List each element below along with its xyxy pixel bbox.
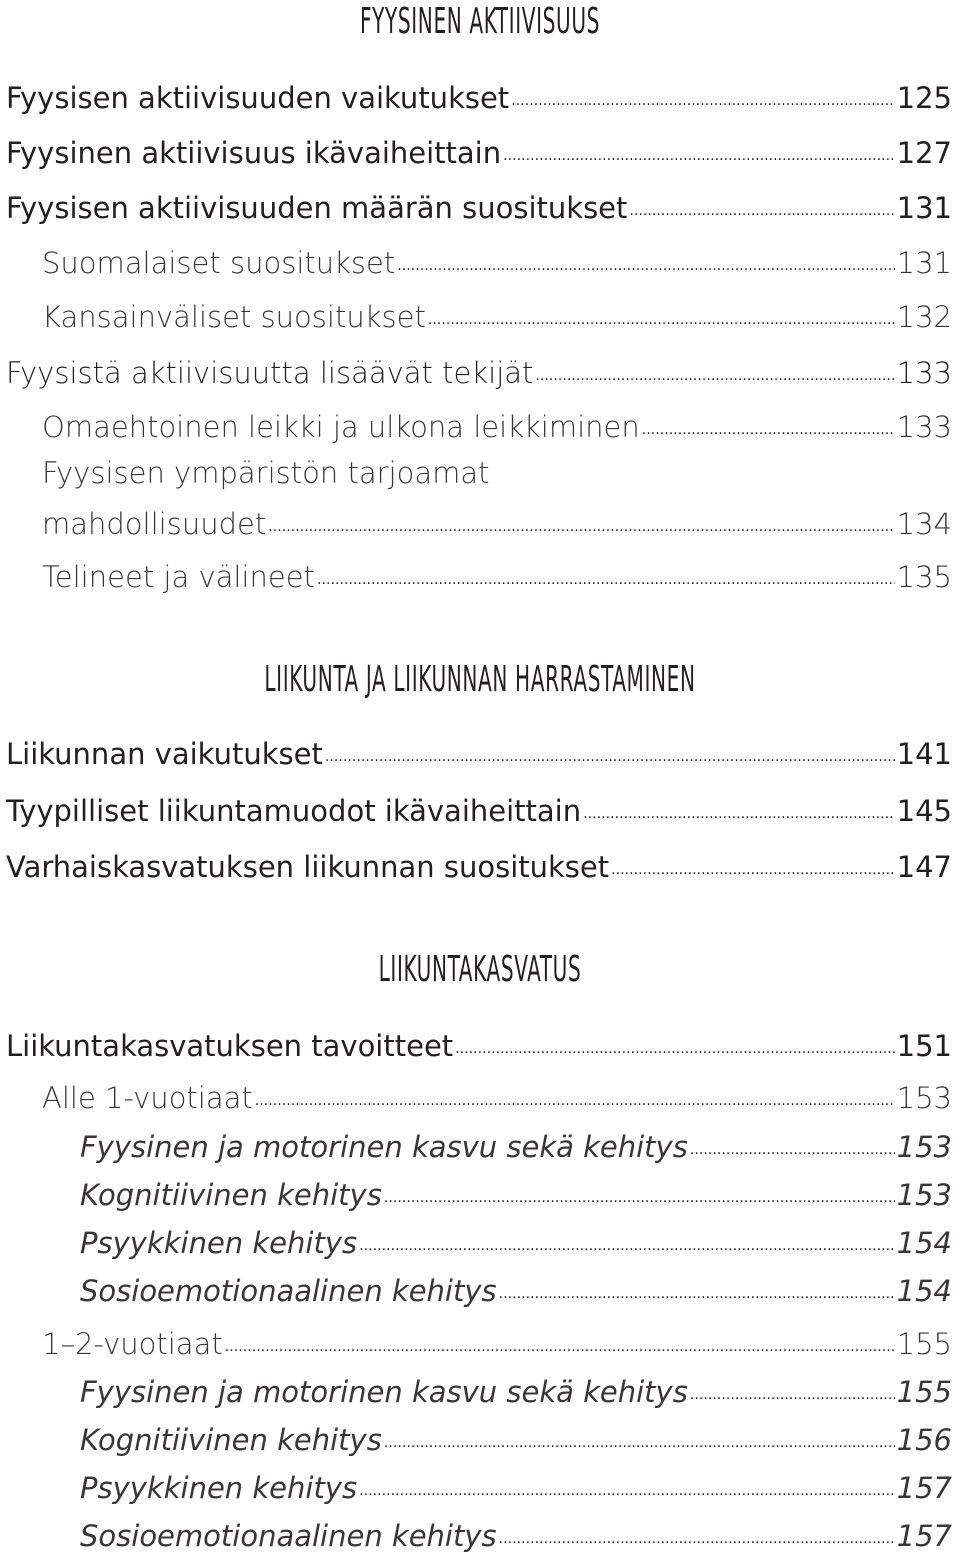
entry-label: mahdollisuudet xyxy=(42,507,267,541)
toc-entry[interactable] xyxy=(6,728,952,771)
page-number: 133 xyxy=(896,410,952,444)
entry-label: Fyysinen ja motorinen kasvu sekä kehitys xyxy=(80,1375,688,1409)
toc-entry[interactable] xyxy=(42,291,952,334)
dot-leader xyxy=(611,841,895,877)
entry-label: Fyysinen aktiivisuus ikävaiheittain xyxy=(6,136,502,170)
toc-entry[interactable] xyxy=(42,551,952,594)
page-number: 132 xyxy=(896,300,952,334)
toc-entry[interactable] xyxy=(80,1217,952,1260)
dot-leader xyxy=(642,401,895,437)
entry-label: Kansainväliset suositukset xyxy=(42,300,426,334)
entry-label: Fyysisen aktiivisuuden määrän suositukset xyxy=(6,191,628,225)
dot-leader xyxy=(325,728,895,764)
page-number: 154 xyxy=(896,1274,952,1308)
page-number: 135 xyxy=(896,560,952,594)
toc-entry[interactable] xyxy=(42,401,952,444)
dot-leader xyxy=(511,72,894,108)
dot-leader xyxy=(384,1414,895,1450)
page-number: 134 xyxy=(896,507,952,541)
page-number: 157 xyxy=(896,1471,952,1505)
toc-entry[interactable] xyxy=(80,1265,952,1308)
dot-leader xyxy=(690,1366,895,1402)
entry-label: Psyykkinen kehitys xyxy=(80,1226,358,1260)
dot-leader xyxy=(583,785,895,821)
page-number: 141 xyxy=(896,737,952,771)
toc-entry[interactable] xyxy=(80,1414,952,1457)
entry-label: Varhaiskasvatuksen liikunnan suositukset xyxy=(6,850,610,884)
toc-entry[interactable] xyxy=(80,1169,952,1212)
toc-entry[interactable] xyxy=(6,72,952,115)
entry-label: Psyykkinen kehitys xyxy=(80,1471,358,1505)
dot-leader xyxy=(629,182,894,218)
dot-leader xyxy=(384,1169,895,1205)
toc-entry[interactable] xyxy=(6,182,952,225)
entry-label: Liikuntakasvatuksen tavoitteet xyxy=(6,1029,454,1063)
section-heading: FYYSINEN AKTIIVISUUS xyxy=(359,1,601,42)
entry-label: Kognitiivinen kehitys xyxy=(80,1423,382,1457)
page-number: 131 xyxy=(896,246,952,280)
toc-entry[interactable] xyxy=(42,1072,952,1115)
page-number: 125 xyxy=(896,81,952,115)
dot-leader xyxy=(499,1265,895,1301)
page-number: 156 xyxy=(896,1423,952,1457)
toc-entry[interactable] xyxy=(6,1020,952,1063)
dot-leader xyxy=(268,498,894,534)
page-number: 133 xyxy=(896,356,952,390)
dot-leader xyxy=(499,1510,895,1546)
toc-entry[interactable] xyxy=(6,347,952,390)
entry-label: 1–2-vuotiaat xyxy=(42,1327,223,1361)
entry-label: Liikunnan vaikutukset xyxy=(6,737,323,771)
section-heading: LIIKUNTA JA LIIKUNNAN HARRASTAMINEN xyxy=(264,659,696,700)
entry-label: Tyypilliset liikuntamuodot ikävaiheittain xyxy=(6,794,582,828)
dot-leader xyxy=(455,1020,894,1056)
page-number: 153 xyxy=(896,1081,952,1115)
toc-entry[interactable] xyxy=(80,1462,952,1505)
dot-leader xyxy=(397,237,894,273)
entry-label: Suomalaiset suositukset xyxy=(42,246,396,280)
dot-leader xyxy=(690,1121,895,1157)
entry-label: Fyysisen aktiivisuuden vaikutukset xyxy=(6,81,510,115)
dot-leader xyxy=(359,1217,895,1253)
toc-entry[interactable] xyxy=(42,498,952,541)
toc-entry[interactable] xyxy=(80,1510,952,1553)
toc-entry[interactable] xyxy=(6,127,952,170)
dot-leader xyxy=(317,551,895,587)
toc-entry[interactable] xyxy=(6,841,952,884)
page-number: 155 xyxy=(896,1375,952,1409)
toc-entry[interactable] xyxy=(80,1366,952,1409)
entry-label: Fyysistä aktiivisuutta lisäävät tekijät xyxy=(6,356,534,390)
entry-label: Alle 1-vuotiaat xyxy=(42,1081,253,1115)
page-number: 131 xyxy=(896,191,952,225)
dot-leader xyxy=(359,1462,895,1498)
toc-entry[interactable] xyxy=(42,237,952,280)
section-heading: LIIKUNTAKASVATUS xyxy=(378,949,582,990)
page-number: 145 xyxy=(896,794,952,828)
entry-label: Kognitiivinen kehitys xyxy=(80,1178,382,1212)
dot-leader xyxy=(225,1318,895,1354)
page-number: 153 xyxy=(896,1178,952,1212)
page-number: 155 xyxy=(896,1327,952,1361)
toc-entry[interactable] xyxy=(6,785,952,828)
page-number: 147 xyxy=(896,850,952,884)
page-number: 127 xyxy=(896,136,952,170)
dot-leader xyxy=(535,347,894,383)
entry-label: Fyysinen ja motorinen kasvu sekä kehitys xyxy=(80,1130,688,1164)
page-number: 154 xyxy=(896,1226,952,1260)
dot-leader xyxy=(255,1072,895,1108)
entry-label: Telineet ja välineet xyxy=(42,560,315,594)
dot-leader xyxy=(503,127,895,163)
entry-label: Omaehtoinen leikki ja ulkona leikkiminen xyxy=(42,410,640,444)
entry-label-line1: Fyysisen ympäristön tarjoamat xyxy=(42,456,490,490)
toc-entry[interactable] xyxy=(42,1318,952,1361)
page-number: 153 xyxy=(896,1130,952,1164)
entry-label: Sosioemotionaalinen kehitys xyxy=(80,1274,497,1308)
entry-label: Sosioemotionaalinen kehitys xyxy=(80,1519,497,1553)
toc-entry[interactable] xyxy=(80,1121,952,1164)
page-number: 157 xyxy=(896,1519,952,1553)
page-number: 151 xyxy=(896,1029,952,1063)
dot-leader xyxy=(428,291,895,327)
